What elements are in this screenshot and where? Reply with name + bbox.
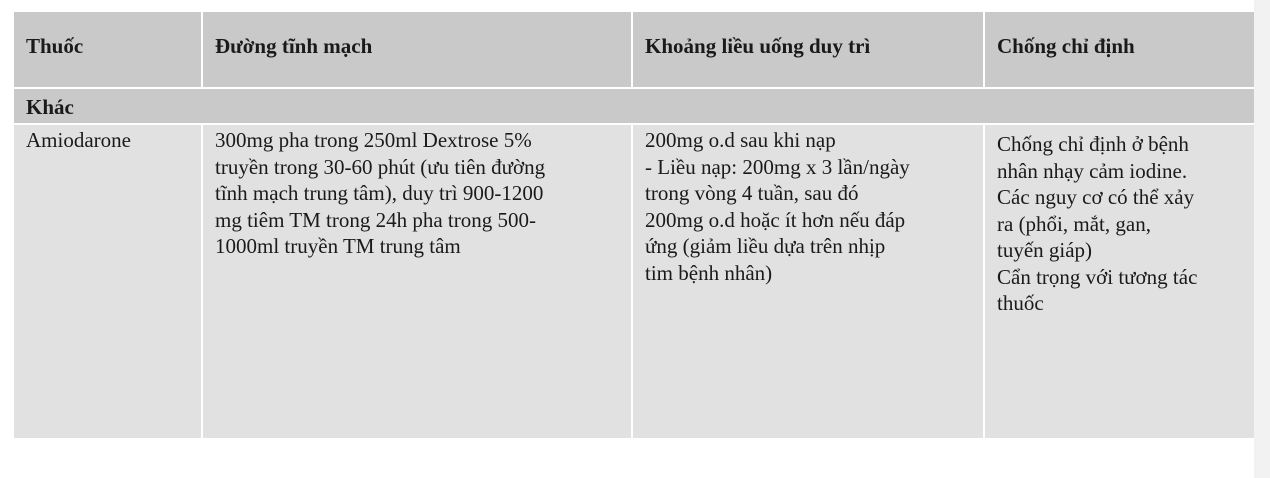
header-contraindications: Chống chỉ định	[985, 12, 1254, 87]
header-iv-route: Đường tĩnh mạch	[203, 12, 631, 87]
cell-oral-maintenance: 200mg o.d sau khi nạp - Liều nạp: 200mg x 3 lần/ngày trong vòng 4 tuần, sau đó 200mg o.d hoặc ít hơn nếu đáp ứng (giảm liều dựa trên nhịp tim bệnh nhân)	[633, 125, 983, 438]
page-edge-strip	[1254, 0, 1270, 478]
header-drug: Thuốc	[14, 12, 201, 87]
cell-drug-name: Amiodarone	[14, 125, 201, 438]
cell-contraindications: Chống chỉ định ở bệnh nhân nhạy cảm iodine. Các nguy cơ có thể xảy ra (phổi, mắt, gan, tuyến giáp) Cẩn trọng với tương tác thuốc	[985, 125, 1254, 438]
header-oral-maintenance: Khoảng liều uống duy trì	[633, 12, 983, 87]
cell-iv-route: 300mg pha trong 250ml Dextrose 5% truyền trong 30-60 phút (ưu tiên đường tĩnh mạch trung tâm), duy trì 900-1200 mg tiêm TM trong 24h pha trong 500- 1000ml truyền TM trung tâm	[203, 125, 631, 438]
section-row-other: Khác	[14, 89, 1254, 123]
